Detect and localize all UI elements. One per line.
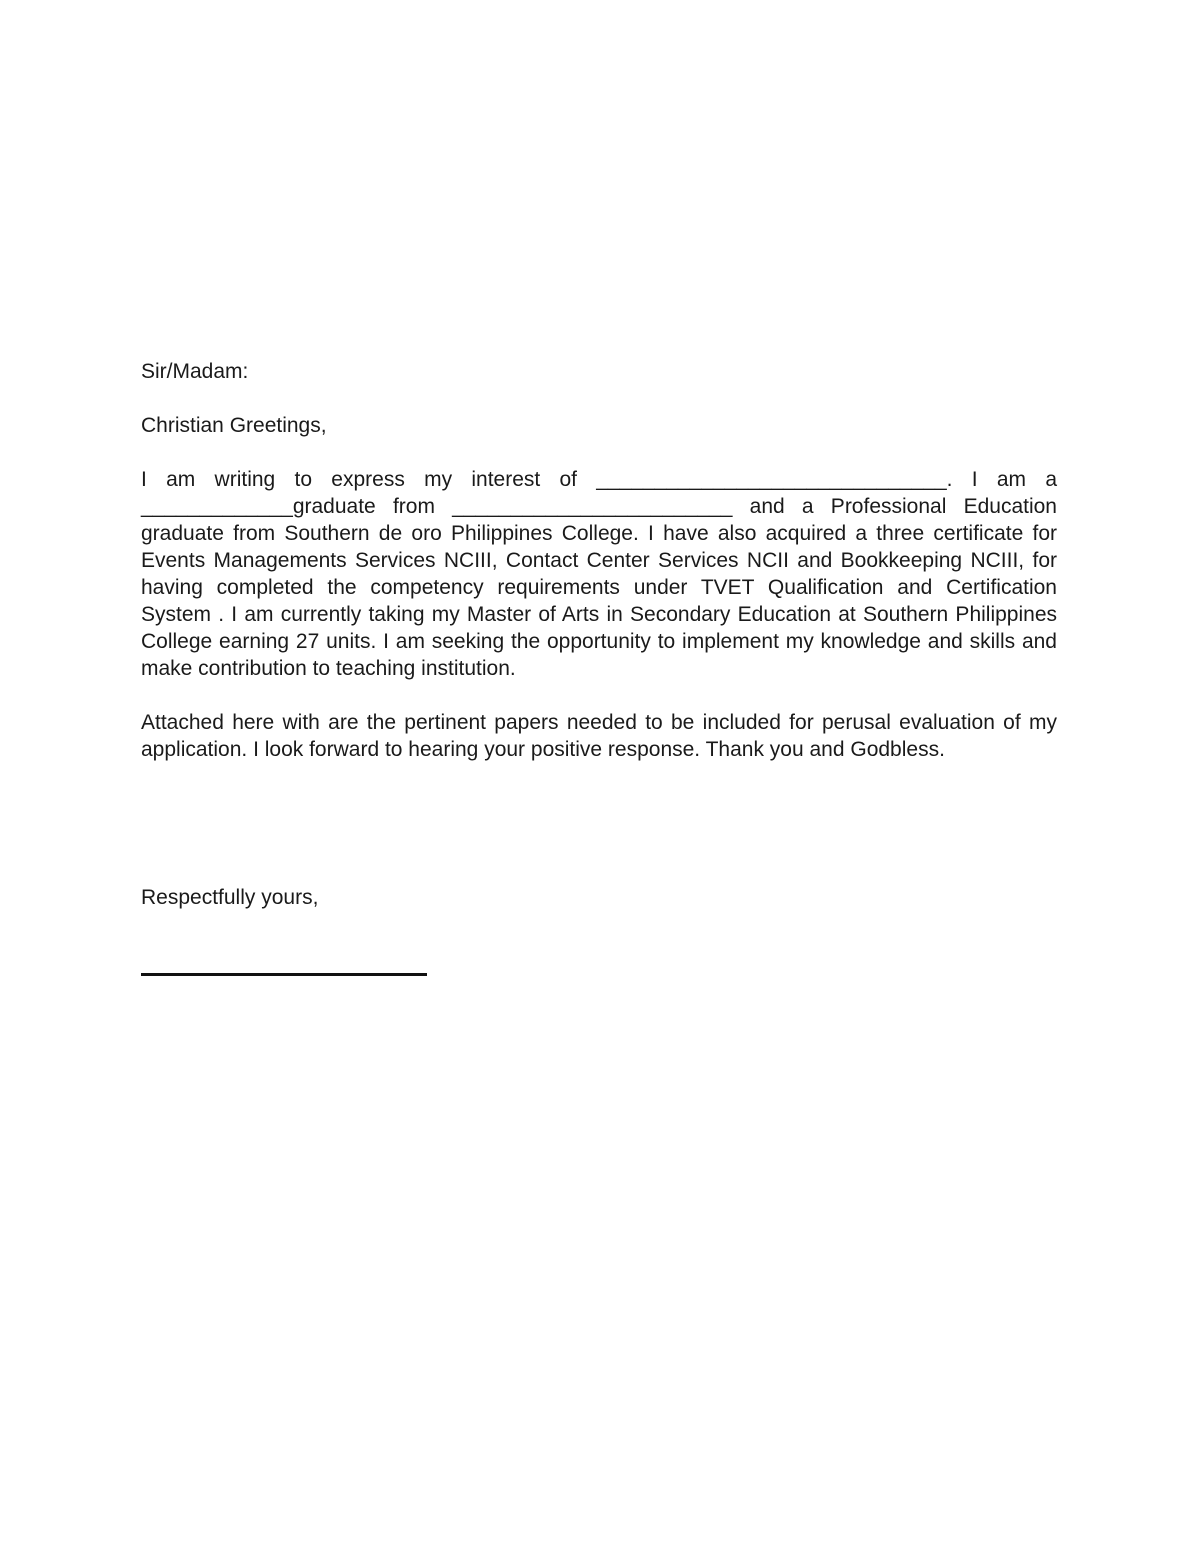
greeting: Christian Greetings, [141, 414, 327, 437]
paragraph-1: I am writing to express my interest of ______________________________. I am a _____________graduate from ________________________ and a Professional Education graduate from Southern de oro Philippines College. I have also acquired a three certificate for Events Managements Services NCIII, Contact Center Services NCII and Bookkeeping NCIII, for having completed the competency requirements under TVET Qualification and Certification System . I am currently taking my Master of Arts in Secondary Education at Southern Philippines College earning 27 units. I am seeking the opportunity to implement my knowledge and skills and make contribution to teaching institution. [141, 468, 1057, 680]
letter-body [141, 358, 1057, 976]
signature-line [141, 973, 427, 976]
salutation: Sir/Madam: [141, 360, 249, 383]
closing: Respectfully yours, [141, 886, 319, 909]
paragraph-2: Attached here with are the pertinent papers needed to be included for perusal evaluation of my application. I look forward to hearing your positive response. Thank you and Godbless. [141, 711, 1057, 761]
